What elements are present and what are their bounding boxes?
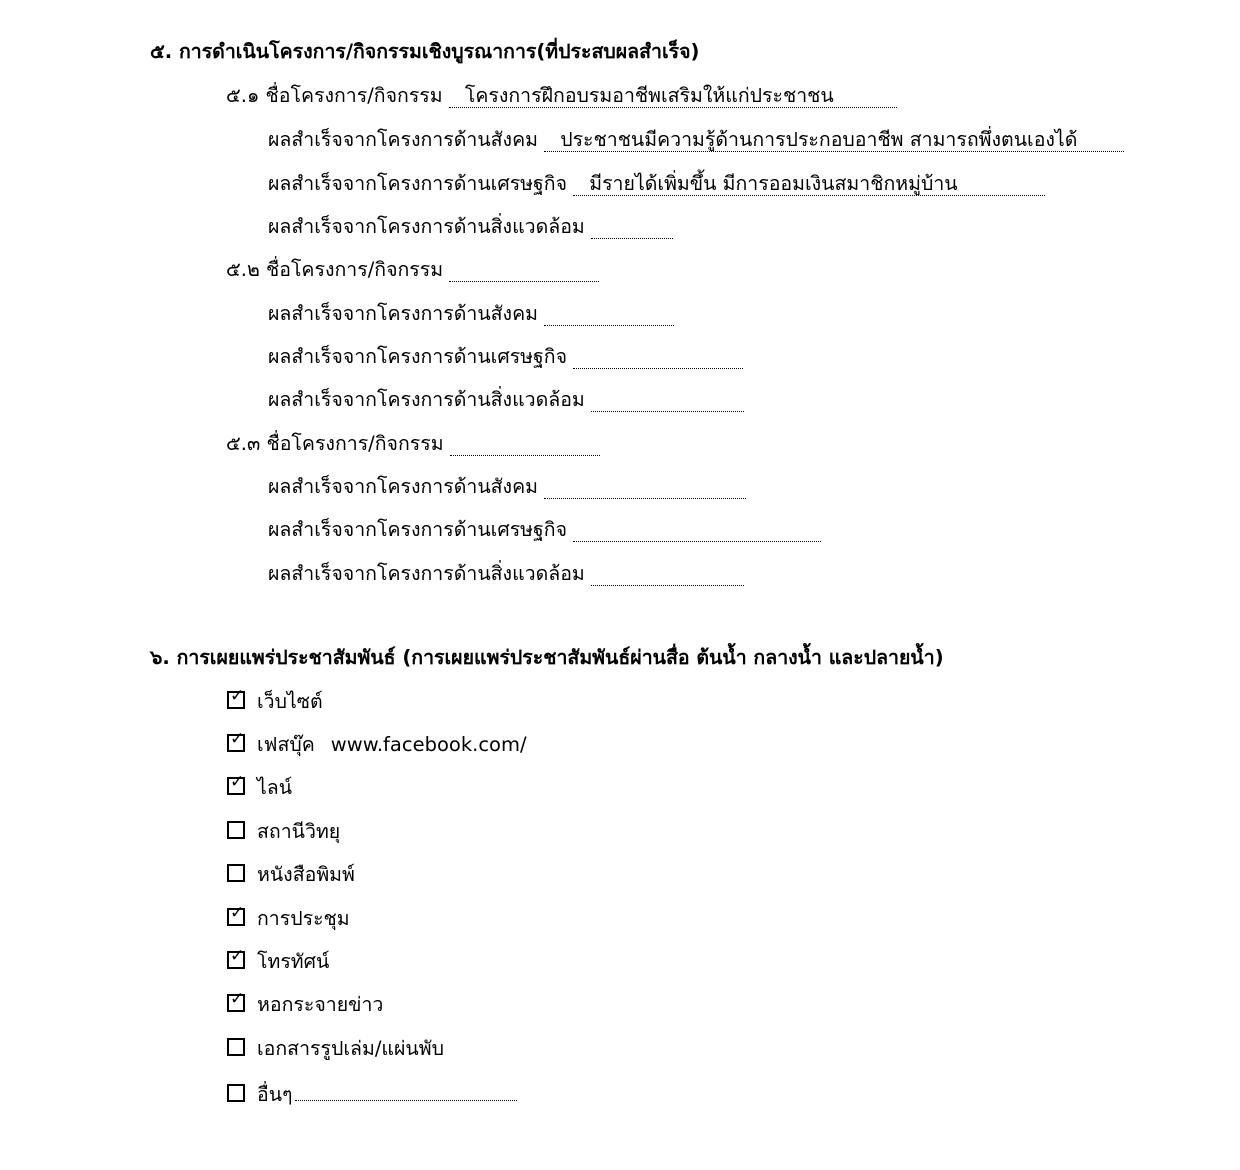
checkmark-icon: ✓ [230,946,245,966]
checkbox-brochure[interactable] [227,1038,245,1056]
checkbox-television[interactable] [227,946,245,969]
checkbox-other[interactable] [227,1084,245,1102]
option-website [227,688,323,716]
option-label-facebook: เฟสบุ๊ค [257,733,315,756]
option-label-meeting: การประชุม [257,907,350,930]
project-2-social-value [544,302,572,325]
section-6-heading: ๖. การเผยแพร่ประชาสัมพันธ์ (การเผยแพร่ประชาสัมพันธ์ผ่านสื่อ ต้นน้ำ กลางน้ำ และปลายน้ำ) [150,646,944,669]
option-facebook [227,731,527,759]
checkmark-icon: ✓ [230,729,245,749]
project-3-social-field[interactable] [544,476,746,499]
project-3-social-value [544,475,572,498]
project-2-row [226,256,599,284]
project-2-social-label: ผลสำเร็จจากโครงการด้านสังคม [268,302,538,325]
checkmark-icon: ✓ [230,772,245,792]
project-2-environment-field[interactable] [591,389,744,412]
option-newspaper [227,861,355,889]
project-3-name-field[interactable] [450,433,600,456]
checkbox-radio-station[interactable] [227,821,245,839]
project-2-environment-label: ผลสำเร็จจากโครงการด้านสิ่งแวดล้อม [268,388,585,411]
option-label-broadcast-tower: หอกระจายข่าว [257,993,384,1016]
option-television [227,948,329,976]
project-2-environment-row [268,386,744,414]
project-3-row [226,430,600,458]
option-label-television: โทรทัศน์ [257,950,330,973]
project-1-name-field[interactable] [449,85,897,108]
project-1-environment-label: ผลสำเร็จจากโครงการด้านสิ่งแวดล้อม [268,215,585,238]
other-detail-field[interactable] [295,1078,517,1101]
project-3-social-label: ผลสำเร็จจากโครงการด้านสังคม [268,475,538,498]
checkmark-icon: ✓ [230,989,245,1009]
option-label-radio-station: สถานีวิทยุ [257,820,341,843]
checkbox-meeting[interactable] [227,903,245,926]
project-3-economic-row [268,516,821,544]
project-3-environment-row [268,560,744,588]
section-5-heading: ๕. การดำเนินโครงการ/กิจกรรมเชิงบูรณาการ(ที่ประสบผลสำเร็จ) [150,40,700,63]
option-meeting [227,905,350,933]
checkbox-line[interactable] [227,772,245,795]
project-1-environment-value [591,215,619,238]
checkbox-newspaper[interactable] [227,864,245,882]
project-3-name [450,432,478,455]
project-3-economic-field[interactable] [573,519,821,542]
project-2-name-field[interactable] [449,259,599,282]
option-other [227,1078,517,1109]
option-label-line: ไลน์ [257,776,293,799]
project-1-economic-label: ผลสำเร็จจากโครงการด้านเศรษฐกิจ [268,172,568,195]
project-3-environment-value [591,562,619,585]
project-2-label: ๕.๒ ชื่อโครงการ/กิจกรรม [226,258,444,281]
project-2-social-row [268,300,674,328]
project-3-environment-label: ผลสำเร็จจากโครงการด้านสิ่งแวดล้อม [268,562,585,585]
project-3-economic-label: ผลสำเร็จจากโครงการด้านเศรษฐกิจ [268,518,568,541]
option-broadcast-tower [227,991,383,1019]
project-1-social-field[interactable] [544,129,1124,152]
project-2-environment-value [591,388,619,411]
project-2-economic-row [268,343,743,371]
project-1-social-label: ผลสำเร็จจากโครงการด้านสังคม [268,128,538,151]
checkmark-icon: ✓ [230,903,245,923]
project-2-social-field[interactable] [544,303,674,326]
project-3-economic-value [573,518,601,541]
project-2-economic-label: ผลสำเร็จจากโครงการด้านเศรษฐกิจ [268,345,568,368]
option-detail-facebook: www.facebook.com/ [330,733,527,756]
project-1-economic-value: มีรายได้เพิ่มขึ้น มีการออมเงินสมาชิกหมู่บ้าน [589,172,958,195]
project-1-social-value: ประชาชนมีความรู้ด้านการประกอบอาชีพ สามารถพึ่งตนเองได้ [560,128,1078,151]
project-3-label: ๕.๓ ชื่อโครงการ/กิจกรรม [226,432,444,455]
option-brochure [227,1035,444,1063]
project-1-economic-row [268,170,1045,198]
project-1-row [226,82,897,110]
checkbox-facebook[interactable] [227,729,245,752]
project-1-label: ๕.๑ ชื่อโครงการ/กิจกรรม [226,84,443,107]
checkbox-broadcast-tower[interactable] [227,989,245,1012]
project-3-environment-field[interactable] [591,563,744,586]
option-line [227,774,292,802]
option-label-brochure: เอกสารรูปเล่ม/แผ่นพับ [257,1037,444,1060]
project-1-name: โครงการฝึกอบรมอาชีพเสริมให้แก่ประชาชน [464,84,834,107]
project-1-economic-field[interactable] [573,173,1045,196]
option-radio-station [227,818,340,846]
option-label-other: อื่นๆ [257,1083,293,1106]
project-2-name [449,258,477,281]
project-1-environment-field[interactable] [591,216,673,239]
project-3-social-row [268,473,746,501]
checkmark-icon: ✓ [230,686,245,706]
project-2-economic-field[interactable] [573,346,743,369]
checkbox-website[interactable] [227,686,245,709]
project-2-economic-value [573,345,601,368]
option-label-website: เว็บไซต์ [257,690,323,713]
project-1-social-row [268,126,1124,154]
option-label-newspaper: หนังสือพิมพ์ [257,863,355,886]
project-1-environment-row [268,213,673,241]
